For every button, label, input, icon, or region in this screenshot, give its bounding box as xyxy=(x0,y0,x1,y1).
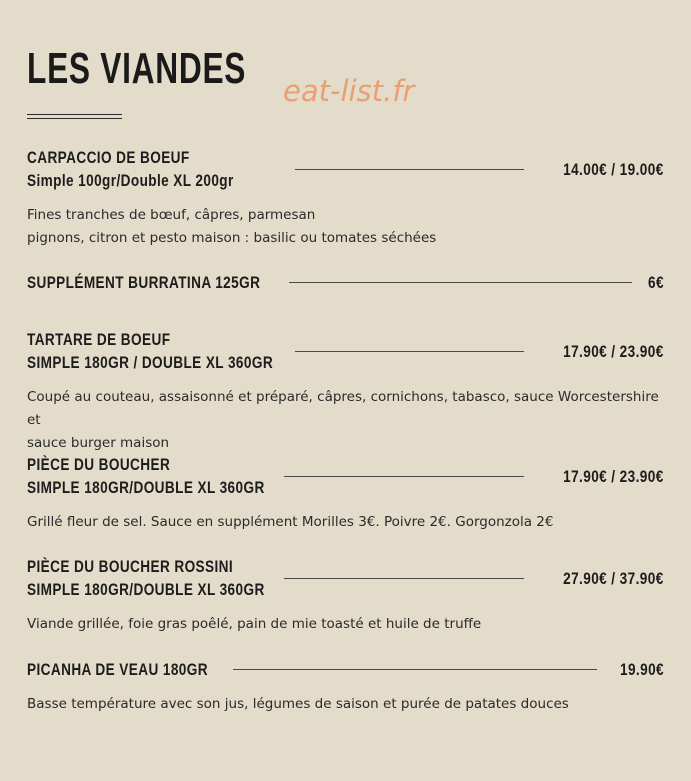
item-description-line: Coupé au couteau, assaisonné et préparé, câpres, cornichons, tabasco, sauce Worcestershire et xyxy=(27,389,659,428)
item-name: PIÈCE DU BOUCHER xyxy=(27,455,171,474)
item-description-line: Fines tranches de bœuf, câpres, parmesan xyxy=(27,207,316,223)
item-portion: SIMPLE 180GR / DOUBLE XL 360GR xyxy=(27,353,274,372)
item-description xyxy=(27,386,664,455)
item-portion: SIMPLE 180GR/DOUBLE XL 360GR xyxy=(27,580,265,599)
item-names xyxy=(27,658,253,681)
menu-item-supplement-burratina xyxy=(27,271,664,294)
item-names xyxy=(27,453,324,499)
item-price: 19.90€ xyxy=(620,660,664,679)
item-price: 14.00€ / 19.00€ xyxy=(563,159,664,179)
menu-item-tartare xyxy=(27,328,664,455)
item-names xyxy=(27,271,319,294)
item-description-line: pignons, citron et pesto maison : basilic ou tomates séchées xyxy=(27,230,437,246)
item-price: 6€ xyxy=(648,273,664,292)
item-header xyxy=(27,658,664,681)
item-header xyxy=(27,555,664,601)
dotted-leader xyxy=(289,282,632,283)
watermark: eat-list.fr xyxy=(283,74,415,108)
item-name: TARTARE DE BOEUF xyxy=(27,330,171,349)
item-names xyxy=(27,555,324,601)
item-header xyxy=(27,271,664,294)
item-portion: SIMPLE 180GR/DOUBLE XL 360GR xyxy=(27,478,265,497)
item-description xyxy=(27,693,664,716)
item-header xyxy=(27,146,664,192)
item-description-line: Basse température avec son jus, légumes de saison et purée de patates douces xyxy=(27,696,569,712)
dotted-leader xyxy=(233,669,597,670)
item-description-line: Grillé fleur de sel. Sauce en supplément Morilles 3€. Poivre 2€. Gorgonzola 2€ xyxy=(27,514,554,530)
dotted-leader xyxy=(295,351,525,352)
item-names xyxy=(27,328,335,374)
item-description xyxy=(27,613,664,636)
item-portion: Simple 100gr/Double XL 200gr xyxy=(27,171,234,190)
item-description-line: Viande grillée, foie gras poêlé, pain de mie toasté et huile de truffe xyxy=(27,616,482,632)
menu-item-carpaccio xyxy=(27,146,664,250)
item-description xyxy=(27,204,664,250)
item-price: 27.90€ / 37.90€ xyxy=(563,568,664,588)
item-name: PICANHA DE VEAU 180GR xyxy=(27,660,208,679)
item-description-line: sauce burger maison xyxy=(27,435,170,451)
menu-item-piece-du-boucher-rossini xyxy=(27,555,664,636)
dotted-leader xyxy=(295,169,524,170)
item-header xyxy=(27,453,664,499)
dotted-leader xyxy=(284,578,524,579)
item-name: SUPPLÉMENT BURRATINA 125GR xyxy=(27,273,261,292)
title-underline xyxy=(27,114,122,119)
item-description xyxy=(27,511,664,534)
page-title: LES VIANDES xyxy=(27,44,247,93)
item-name: PIÈCE DU BOUCHER ROSSINI xyxy=(27,557,234,576)
item-names xyxy=(27,146,285,192)
item-price: 17.90€ / 23.90€ xyxy=(563,466,664,486)
menu-item-piece-du-boucher xyxy=(27,453,664,534)
dotted-leader xyxy=(284,476,524,477)
item-name: CARPACCIO DE BOEUF xyxy=(27,148,190,167)
item-header xyxy=(27,328,664,374)
item-price: 17.90€ / 23.90€ xyxy=(563,341,664,361)
menu-item-picanha xyxy=(27,658,664,716)
